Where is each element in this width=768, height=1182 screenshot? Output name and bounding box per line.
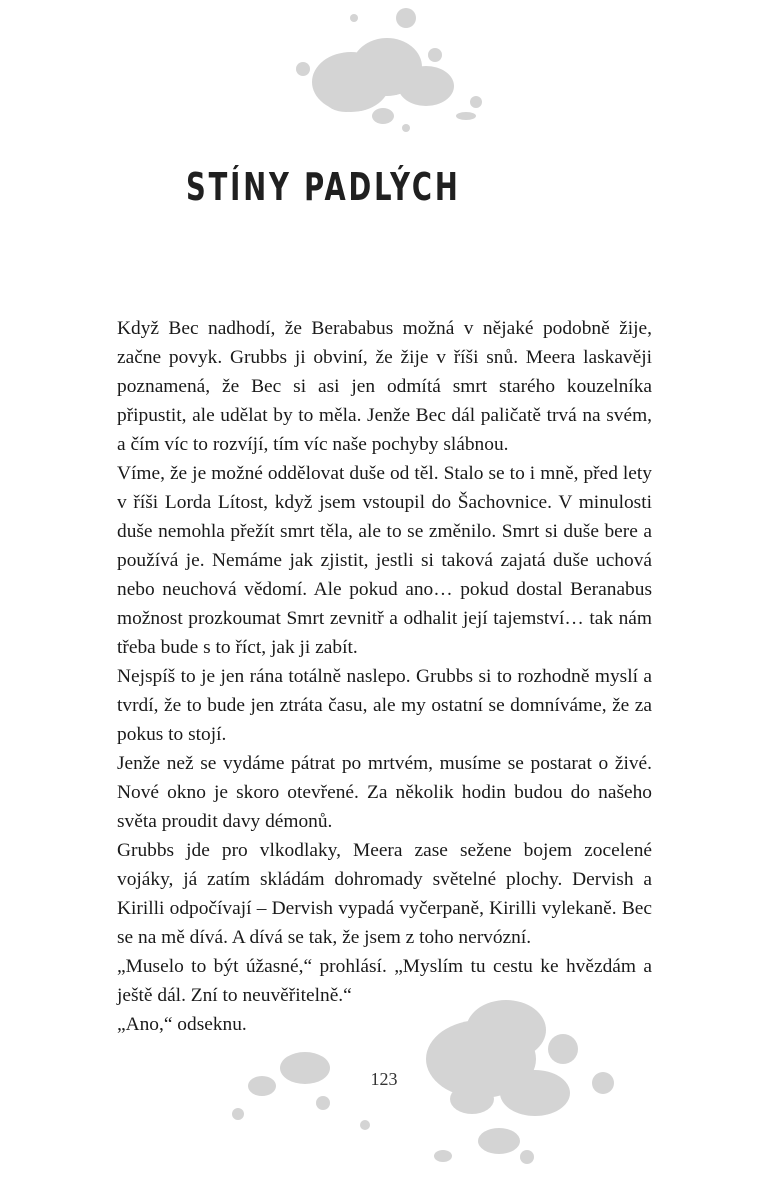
chapter-title: STÍNY PADLÝCH bbox=[186, 165, 461, 209]
paragraph: Když Bec nadhodí, že Berababus možná v nějaké podobně žije, začne povyk. Grubbs ji obviní, že žije v říši snů. Meera laskavěji poznamená, že Bec si asi jen odmítá smrt starého kouzelníka připustit, ale udělat by to měla. Jenže Bec dál paličatě trvá na svém, a čím víc to rozvíjí, tím víc naše pochyby slábnou. bbox=[117, 318, 652, 455]
paragraph: Jenže než se vydáme pátrat po mrtvém, musíme se postarat o živé. Nové okno je skoro otevřené. Za několik hodin budou do našeho světa proudit davy démonů. bbox=[117, 753, 652, 832]
paragraph: Víme, že je možné oddělovat duše od těl. Stalo se to i mně, před lety v říši Lorda Lítost, když jsem vstoupil do Šachovnice. V minulosti duše nemohla přežít smrt těla, ale to se změnilo. Smrt si duše bere a používá je. Nemáme jak zjistit, jestli si taková zajatá duše uchová nebo neuchová vědomí. Ale pokud ano… pokud dostal Beranabus možnost prozkoumat Smrt zevnitř a odhalit její tajemství… tak nám třeba bude s to říct, jak ji zabít. bbox=[117, 463, 652, 658]
page-number: 123 bbox=[370, 1069, 398, 1089]
paragraph: Nejspíš to je jen rána totálně naslepo. Grubbs si to rozhodně myslí a tvrdí, že to bude jen ztráta času, ale my ostatní se domníváme, že za pokus to stojí. bbox=[117, 666, 652, 745]
chapter-body bbox=[117, 314, 652, 1039]
paragraph: Grubbs jde pro vlkodlaky, Meera zase sežene bojem zocelené vojáky, já zatím skládám dohromady světelné plochy. Dervish a Kirilli odpočívají – Dervish vypadá vyčerpaně, Kirilli vylekaně. Bec se na mě dívá. A dívá se tak, že jsem z toho nervózní. bbox=[117, 840, 652, 948]
paragraph: „Muselo to být úžasné,“ prohlásí. „Myslím tu cestu ke hvězdám a ještě dál. Zní to neuvěřitelně.“ bbox=[117, 956, 652, 1006]
paragraph: „Ano,“ odseknu. bbox=[117, 1014, 247, 1035]
